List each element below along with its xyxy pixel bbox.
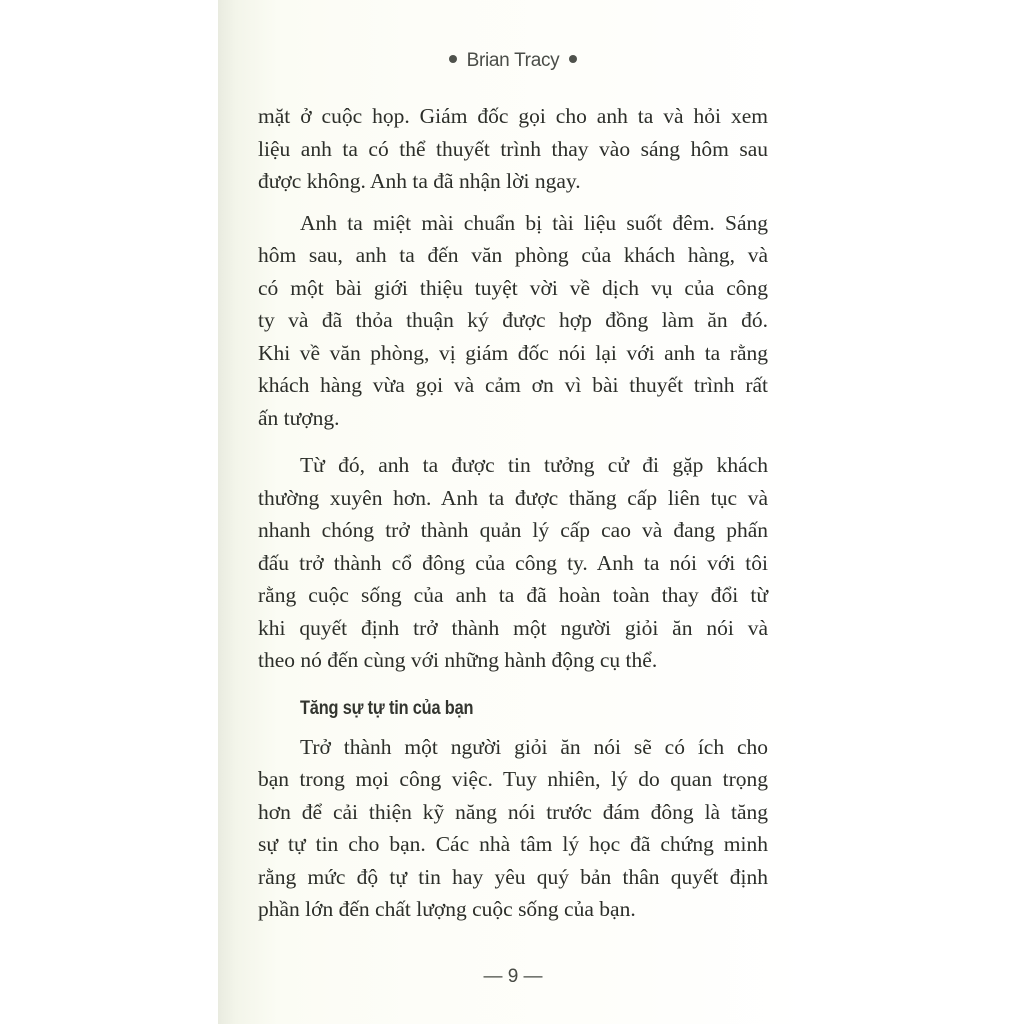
section-heading: Tăng sự tự tin của bạn xyxy=(300,697,474,719)
text-line: theo nó đến cùng với những hành động cụ thể. xyxy=(258,648,658,672)
text-line: mặt ở cuộc họp. Giám đốc gọi cho anh ta và hỏi xem xyxy=(258,104,768,128)
bullet-ornament-left-icon xyxy=(449,55,457,63)
text-line: nhanh chóng trở thành quản lý cấp cao và đang phấn xyxy=(258,518,768,542)
text-line: Từ đó, anh ta được tin tưởng cử đi gặp khách xyxy=(300,453,768,477)
paragraph-1 xyxy=(258,100,768,198)
text-line: đấu trở thành cổ đông của công ty. Anh ta nói với tôi xyxy=(258,550,768,575)
book-page xyxy=(218,0,808,1024)
page-number: — 9 — xyxy=(483,966,543,987)
running-header xyxy=(218,50,808,72)
text-line: phần lớn đến chất lượng cuộc sống của bạn. xyxy=(258,897,636,921)
text-line: sự tự tin cho bạn. Các nhà tâm lý học đã chứng minh xyxy=(258,832,768,856)
text-line: bạn trong mọi công việc. Tuy nhiên, lý do quan trọng xyxy=(258,767,768,791)
text-line: khách hàng vừa gọi và cảm ơn vì bài thuyết trình rất xyxy=(258,373,768,397)
text-line: liệu anh ta có thể thuyết trình thay vào sáng hôm sau xyxy=(258,136,768,161)
text-line: Khi về văn phòng, vị giám đốc nói lại với anh ta rằng xyxy=(258,340,768,365)
text-line: rằng mức độ tự tin hay yêu quý bản thân quyết định xyxy=(258,864,768,889)
text-line: có một bài giới thiệu tuyệt vời về dịch vụ của công xyxy=(258,275,768,300)
text-line: rằng cuộc sống của anh ta đã hoàn toàn thay đổi từ xyxy=(258,583,768,607)
text-line: hơn để cải thiện kỹ năng nói trước đám đông là tăng xyxy=(258,799,768,824)
text-line: ấn tượng. xyxy=(258,405,340,430)
text-line: được không. Anh ta đã nhận lời ngay. xyxy=(258,169,581,193)
paragraph-4 xyxy=(258,731,768,926)
running-title: Brian Tracy xyxy=(466,50,560,71)
text-line: hôm sau, anh ta đến văn phòng của khách hàng, và xyxy=(258,243,768,267)
text-line: Trở thành một người giỏi ăn nói sẽ có ích cho xyxy=(300,734,768,759)
page-body xyxy=(258,100,768,926)
paragraph-3 xyxy=(258,449,768,677)
text-line: Anh ta miệt mài chuẩn bị tài liệu suốt đêm. Sáng xyxy=(300,210,768,235)
bullet-ornament-right-icon xyxy=(569,55,577,63)
text-line: thường xuyên hơn. Anh ta được thăng cấp liên tục và xyxy=(258,485,768,510)
paragraph-2 xyxy=(258,207,768,435)
text-line: khi quyết định trở thành một người giỏi ăn nói và xyxy=(258,615,768,640)
text-line: ty và đã thỏa thuận ký được hợp đồng làm ăn đó. xyxy=(258,308,768,332)
